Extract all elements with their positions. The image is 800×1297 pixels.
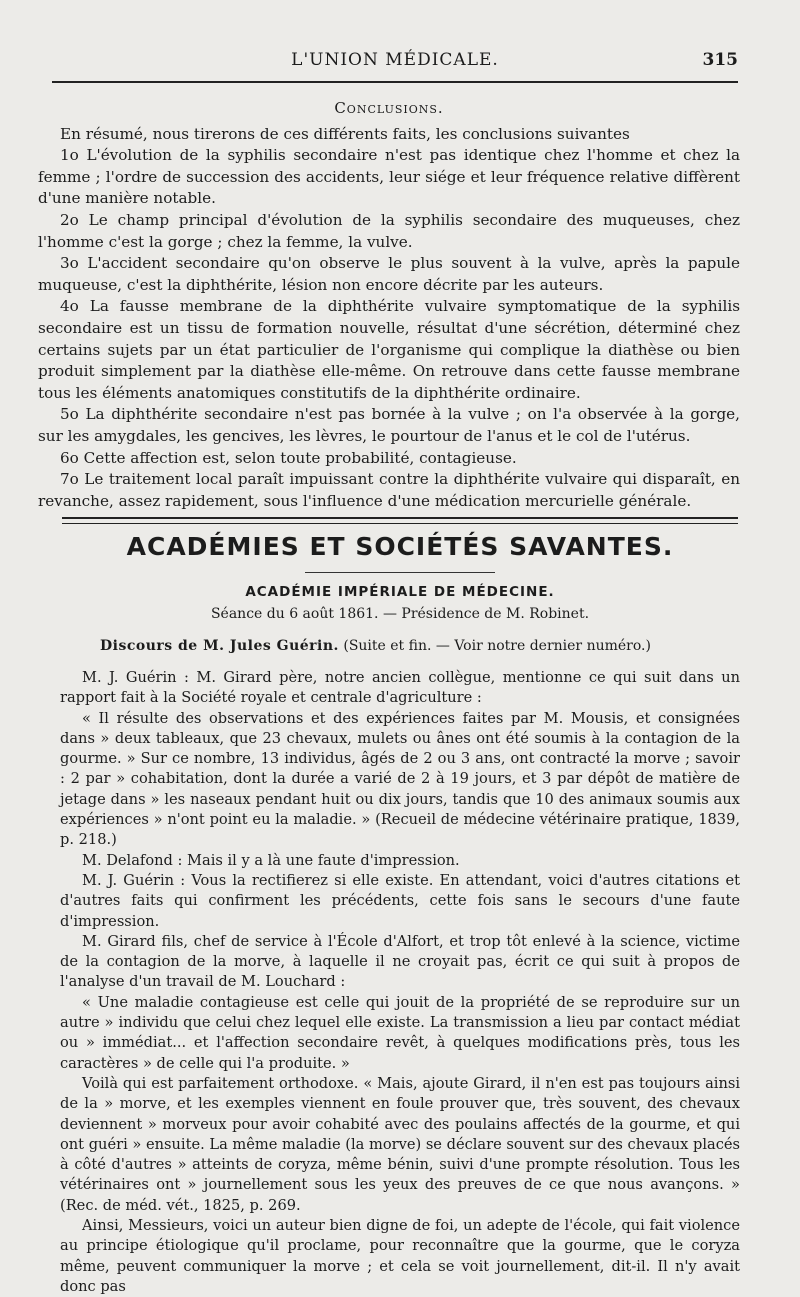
conclusion-5: 5o La diphthérite secondaire n'est pas bornée à la vulve ; on l'a observée à la gorge, sur les amygdales, les gencives, les lèvres, le pourtour de l'anus et le col de l'utérus. <box>38 405 740 445</box>
conclusion-7: 7o Le traitement local paraît impuissant contre la diphthérite vulvaire qui disparaît, en revanche, assez rapidement, sous l'influence d'une médication mercurielle générale. <box>38 470 740 510</box>
speech-paragraph-orthodoxe: Voilà qui est parfaitement orthodoxe. « Mais, ajoute Girard, il n'en est pas toujours ainsi de la » morve, et les exemples viennent en foule prouver que, très souvent, des chevaux deviennent » morveux pour avoir cohabité avec des poulains affectés de la gourme, et qui ont guéri » ensuite. La même maladie (la morve) se déclare souvent sur des chevaux placés à côté d'autres » atteints de coryza, même bénin, suivi d'une prompte résolution. Tous les vétérinaires ont » journellement sous les yeux des preuves de ce que nous avançons. » (Rec. de méd. vét., 1825, p. 269. <box>60 1074 740 1214</box>
running-head <box>52 50 738 78</box>
speech-paragraph-ainsi: Ainsi, Messieurs, voici un auteur bien digne de foi, un adepte de l'école, qui fait violence au principe étiologique qu'il proclame, pour reconnaître que la gourme, que le coryza même, peuvent communiquer la morve ; et cela se voit journellement, dit-il. Il n'y avait donc pas <box>60 1217 740 1295</box>
header-rule <box>52 81 738 83</box>
conclusion-1: 1o L'évolution de la syphilis secondaire n'est pas identique chez l'homme et chez la femme ; l'ordre de succession des accidents, leur siége et leur fréquence relative diffèrent d'une manière notable. <box>38 146 740 208</box>
discours-line <box>100 638 740 654</box>
conclusion-6: 6o Cette affection est, selon toute probabilité, contagieuse. <box>60 448 517 467</box>
speech-paragraph-guerin-reply: M. J. Guérin : Vous la rectifierez si elle existe. En attendant, voici d'autres citations et d'autres faits qui confirment les précédents, cette fois sans le secours d'une faute d'impression. <box>60 871 740 930</box>
conclusion-2: 2o Le champ principal d'évolution de la syphilis secondaire des muqueuses, chez l'homme c'est la gorge ; chez la femme, la vulve. <box>38 210 740 251</box>
running-title: L'UNION MÉDICALE. <box>291 50 499 70</box>
discours-title: Discours de M. Jules Guérin. <box>100 638 339 654</box>
section-title-underline <box>305 572 495 573</box>
section-title: ACADÉMIES ET SOCIÉTÉS SAVANTES. <box>126 532 674 561</box>
conclusion-intro: En résumé, nous tirerons de ces différents faits, les conclusions suivantes <box>60 124 630 143</box>
section-divider <box>62 517 738 524</box>
conclusion-4: 4o La fausse membrane de la diphthérite vulvaire symptomatique de la syphilis secondaire est un tissu de formation nouvelle, résultat d'une sécrétion, déterminé chez certains sujets par un état particulier de l'organisme qui complique la diathèse ou bien produit simplement par la diathèse elle-même. On retrouve dans cette fausse membrane tous les éléments anatomiques constitutifs de la diphthérite ordinaire. <box>38 297 740 402</box>
speech-paragraph-girard-fils: M. Girard fils, chef de service à l'École d'Alfort, et trop tôt enlevé à la science, victime de la contagion de la morve, à laquelle il ne croyait pas, écrit ce qui suit à propos de l'analyse d'un travail de M. Louchard : <box>60 932 740 991</box>
speech-body <box>60 668 740 1297</box>
seance-line: Séance du 6 août 1861. — Présidence de M. Robinet. <box>210 606 590 622</box>
conclusions-heading: Conclusions. <box>334 99 444 117</box>
discours-note: (Suite et fin. — Voir notre dernier numéro.) <box>338 638 651 654</box>
quote-contagion: « Une maladie contagieuse est celle qui jouit de la propriété de se reproduire sur un autre » individu que celui chez lequel elle existe. La transmission a lieu par contact médiat ou » immédiat... et l'affection secondaire revêt, à quelques modifications près, tous les caractères » de celle qui l'a produite. » <box>60 993 740 1072</box>
academie-heading: ACADÉMIE IMPÉRIALE DE MÉDECINE. <box>245 584 555 600</box>
speech-paragraph-delafond: M. Delafond : Mais il y a là une faute d'impression. <box>82 851 460 869</box>
conclusions-section <box>38 98 740 512</box>
quote-mousis: « Il résulte des observations et des expériences faites par M. Mousis, et consignées dans » deux tableaux, que 23 chevaux, mulets ou ânes ont été soumis à la contagion de la gourme. » Sur ce nombre, 13 individus, âgés de 2 ou 3 ans, ont contracté la morve ; savoir : 2 par » cohabitation, dont la durée a varié de 2 à 19 jours, et 3 par dépôt de matière de jetage dans » les naseaux pendant huit ou dix jours, tandis que 10 des animaux soumis aux expériences » n'ont point eu la maladie. » (Recueil de médecine vétérinaire pratique, 1839, p. 218.) <box>60 709 740 849</box>
page-number: 315 <box>702 50 738 70</box>
speech-paragraph-1: M. J. Guérin : M. Girard père, notre ancien collègue, mentionne ce qui suit dans un rapport fait à la Société royale et centrale d'agriculture : <box>60 669 740 707</box>
conclusion-3: 3o L'accident secondaire qu'on observe le plus souvent à la vulve, après la papule muqueuse, c'est la diphthérite, lésion non encore décrite par les auteurs. <box>38 254 740 294</box>
